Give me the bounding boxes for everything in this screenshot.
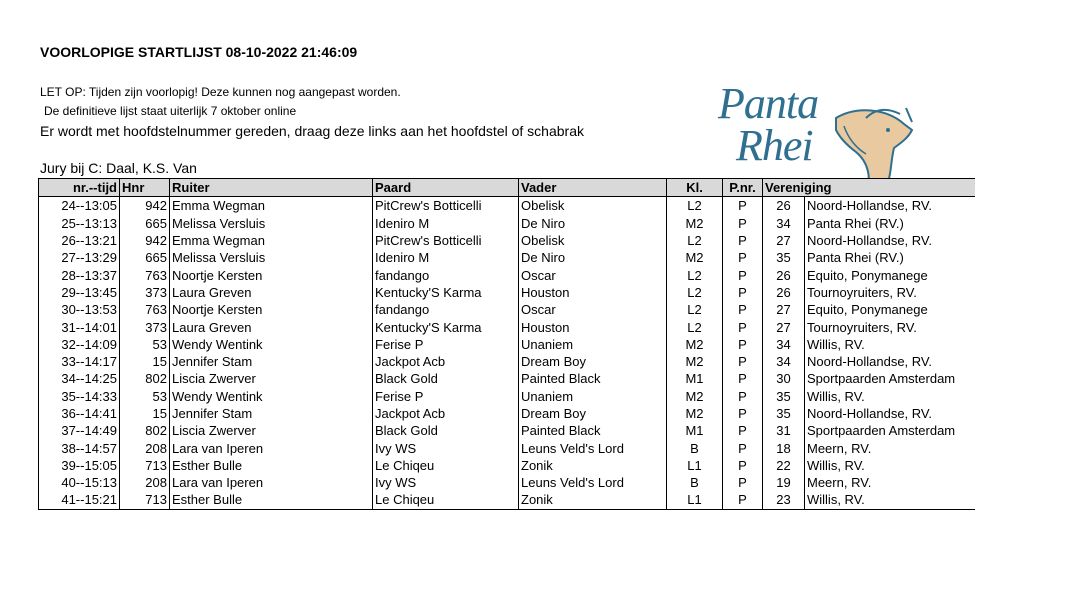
cell-vader: Houston	[519, 284, 667, 301]
cell-paard: Kentucky'S Karma	[373, 284, 519, 301]
cell-ruiter: Wendy Wentink	[170, 388, 373, 405]
cell-pnr-letter: P	[723, 370, 763, 387]
cell-nr-tijd: 28--13:37	[39, 266, 120, 283]
page-title: VOORLOPIGE STARTLIJST 08-10-2022 21:46:09	[40, 44, 358, 60]
cell-klasse: M1	[667, 370, 723, 387]
table-row	[39, 491, 975, 509]
cell-hnr: 665	[120, 249, 170, 266]
cell-hnr: 713	[120, 457, 170, 474]
cell-pnr: 34	[763, 215, 805, 232]
cell-vader: Unaniem	[519, 336, 667, 353]
cell-nr-tijd: 38--14:57	[39, 439, 120, 456]
cell-nr-tijd: 33--14:17	[39, 353, 120, 370]
cell-ruiter: Noortje Kersten	[170, 301, 373, 318]
cell-paard: Ferise P	[373, 388, 519, 405]
cell-vereniging: Equito, Ponymanege	[805, 266, 975, 283]
cell-vereniging: Tournoyruiters, RV.	[805, 318, 975, 335]
col-header-paard: Paard	[373, 179, 519, 197]
cell-pnr-letter: P	[723, 422, 763, 439]
table-row	[39, 474, 975, 491]
cell-ruiter: Laura Greven	[170, 318, 373, 335]
table-row	[39, 215, 975, 232]
cell-pnr: 27	[763, 301, 805, 318]
cell-nr-tijd: 36--14:41	[39, 405, 120, 422]
cell-klasse: M2	[667, 336, 723, 353]
cell-vader: Oscar	[519, 301, 667, 318]
cell-hnr: 208	[120, 474, 170, 491]
cell-paard: PitCrew's Botticelli	[373, 197, 519, 215]
cell-pnr-letter: P	[723, 318, 763, 335]
col-header-nr-tijd: nr.--tijd	[39, 179, 120, 197]
cell-ruiter: Esther Bulle	[170, 491, 373, 509]
cell-pnr: 26	[763, 266, 805, 283]
cell-pnr: 31	[763, 422, 805, 439]
cell-klasse: M2	[667, 388, 723, 405]
cell-klasse: B	[667, 474, 723, 491]
col-header-hnr: Hnr	[120, 179, 170, 197]
cell-paard: Ideniro M	[373, 215, 519, 232]
cell-vereniging: Sportpaarden Amsterdam	[805, 422, 975, 439]
table-row	[39, 249, 975, 266]
cell-paard: fandango	[373, 301, 519, 318]
cell-vader: Unaniem	[519, 388, 667, 405]
cell-vader: Zonik	[519, 457, 667, 474]
cell-nr-tijd: 35--14:33	[39, 388, 120, 405]
cell-pnr: 35	[763, 405, 805, 422]
cell-hnr: 15	[120, 353, 170, 370]
cell-paard: Ideniro M	[373, 249, 519, 266]
cell-klasse: M2	[667, 215, 723, 232]
cell-vader: De Niro	[519, 215, 667, 232]
col-header-klasse: Kl.	[667, 179, 723, 197]
cell-pnr-letter: P	[723, 353, 763, 370]
cell-klasse: M2	[667, 249, 723, 266]
cell-vader: Zonik	[519, 491, 667, 509]
col-header-vader: Vader	[519, 179, 667, 197]
cell-nr-tijd: 40--15:13	[39, 474, 120, 491]
cell-paard: Le Chiqeu	[373, 457, 519, 474]
cell-vader: Houston	[519, 318, 667, 335]
cell-hnr: 373	[120, 318, 170, 335]
cell-vader: Oscar	[519, 266, 667, 283]
cell-pnr: 26	[763, 197, 805, 215]
cell-ruiter: Jennifer Stam	[170, 353, 373, 370]
cell-ruiter: Wendy Wentink	[170, 336, 373, 353]
cell-pnr-letter: P	[723, 457, 763, 474]
col-header-pnr: P.nr.	[723, 179, 763, 197]
cell-klasse: L1	[667, 457, 723, 474]
cell-paard: Le Chiqeu	[373, 491, 519, 509]
cell-hnr: 763	[120, 301, 170, 318]
table-row	[39, 318, 975, 335]
cell-vader: Painted Black	[519, 422, 667, 439]
cell-pnr: 30	[763, 370, 805, 387]
cell-ruiter: Emma Wegman	[170, 232, 373, 249]
cell-vader: Dream Boy	[519, 353, 667, 370]
cell-pnr-letter: P	[723, 474, 763, 491]
cell-vereniging: Willis, RV.	[805, 457, 975, 474]
cell-vereniging: Panta Rhei (RV.)	[805, 215, 975, 232]
table-row	[39, 388, 975, 405]
cell-nr-tijd: 39--15:05	[39, 457, 120, 474]
cell-paard: Black Gold	[373, 370, 519, 387]
cell-klasse: L1	[667, 491, 723, 509]
table-row	[39, 197, 975, 215]
cell-nr-tijd: 27--13:29	[39, 249, 120, 266]
cell-hnr: 713	[120, 491, 170, 509]
cell-vereniging: Meern, RV.	[805, 439, 975, 456]
cell-paard: PitCrew's Botticelli	[373, 232, 519, 249]
col-header-ruiter: Ruiter	[170, 179, 373, 197]
table-header-row	[39, 179, 975, 197]
cell-vader: De Niro	[519, 249, 667, 266]
cell-vereniging: Willis, RV.	[805, 336, 975, 353]
cell-pnr-letter: P	[723, 284, 763, 301]
cell-klasse: L2	[667, 232, 723, 249]
startlist-table	[38, 178, 975, 510]
cell-paard: Black Gold	[373, 422, 519, 439]
cell-pnr-letter: P	[723, 301, 763, 318]
cell-paard: Jackpot Acb	[373, 353, 519, 370]
cell-hnr: 802	[120, 422, 170, 439]
cell-klasse: L2	[667, 284, 723, 301]
cell-pnr: 22	[763, 457, 805, 474]
cell-paard: Ivy WS	[373, 439, 519, 456]
cell-nr-tijd: 41--15:21	[39, 491, 120, 509]
table-row	[39, 353, 975, 370]
cell-nr-tijd: 24--13:05	[39, 197, 120, 215]
cell-vader: Painted Black	[519, 370, 667, 387]
cell-pnr: 34	[763, 353, 805, 370]
cell-pnr: 34	[763, 336, 805, 353]
cell-vereniging: Meern, RV.	[805, 474, 975, 491]
cell-pnr-letter: P	[723, 388, 763, 405]
cell-paard: Ivy WS	[373, 474, 519, 491]
table-row	[39, 457, 975, 474]
cell-nr-tijd: 31--14:01	[39, 318, 120, 335]
cell-nr-tijd: 26--13:21	[39, 232, 120, 249]
cell-hnr: 53	[120, 336, 170, 353]
cell-pnr: 35	[763, 388, 805, 405]
cell-paard: Kentucky'S Karma	[373, 318, 519, 335]
cell-pnr-letter: P	[723, 197, 763, 215]
cell-vereniging: Tournoyruiters, RV.	[805, 284, 975, 301]
cell-pnr-letter: P	[723, 232, 763, 249]
cell-pnr: 23	[763, 491, 805, 509]
cell-pnr-letter: P	[723, 405, 763, 422]
table-row	[39, 301, 975, 318]
cell-vereniging: Willis, RV.	[805, 388, 975, 405]
jury-text: Jury bij C: Daal, K.S. Van	[40, 160, 197, 176]
cell-pnr: 27	[763, 232, 805, 249]
logo-word-rhei: Rhei	[736, 121, 813, 170]
cell-pnr: 26	[763, 284, 805, 301]
cell-hnr: 665	[120, 215, 170, 232]
cell-klasse: L2	[667, 318, 723, 335]
cell-klasse: L2	[667, 301, 723, 318]
cell-vereniging: Willis, RV.	[805, 491, 975, 509]
cell-hnr: 802	[120, 370, 170, 387]
cell-nr-tijd: 29--13:45	[39, 284, 120, 301]
table-row	[39, 232, 975, 249]
cell-paard: Ferise P	[373, 336, 519, 353]
cell-vereniging: Equito, Ponymanege	[805, 301, 975, 318]
table-row	[39, 439, 975, 456]
table-row	[39, 370, 975, 387]
cell-nr-tijd: 37--14:49	[39, 422, 120, 439]
cell-klasse: M2	[667, 405, 723, 422]
cell-nr-tijd: 34--14:25	[39, 370, 120, 387]
cell-nr-tijd: 30--13:53	[39, 301, 120, 318]
cell-ruiter: Emma Wegman	[170, 197, 373, 215]
cell-klasse: B	[667, 439, 723, 456]
cell-klasse: L2	[667, 197, 723, 215]
cell-paard: fandango	[373, 266, 519, 283]
deadline-text: De definitieve lijst staat uiterlijk 7 oktober online	[44, 104, 297, 118]
cell-hnr: 208	[120, 439, 170, 456]
cell-vereniging: Noord-Hollandse, RV.	[805, 197, 975, 215]
table-row	[39, 422, 975, 439]
cell-vader: Leuns Veld's Lord	[519, 439, 667, 456]
cell-ruiter: Jennifer Stam	[170, 405, 373, 422]
cell-pnr-letter: P	[723, 491, 763, 509]
cell-hnr: 763	[120, 266, 170, 283]
cell-paard: Jackpot Acb	[373, 405, 519, 422]
cell-pnr-letter: P	[723, 215, 763, 232]
cell-hnr: 373	[120, 284, 170, 301]
cell-ruiter: Esther Bulle	[170, 457, 373, 474]
cell-hnr: 942	[120, 232, 170, 249]
cell-hnr: 53	[120, 388, 170, 405]
cell-pnr: 35	[763, 249, 805, 266]
cell-ruiter: Melissa Versluis	[170, 215, 373, 232]
notice-text: LET OP: Tijden zijn voorlopig! Deze kunnen nog aangepast worden.	[40, 85, 401, 99]
cell-vereniging: Noord-Hollandse, RV.	[805, 405, 975, 422]
table-row	[39, 266, 975, 283]
table-row	[39, 405, 975, 422]
cell-ruiter: Noortje Kersten	[170, 266, 373, 283]
cell-ruiter: Liscia Zwerver	[170, 370, 373, 387]
cell-vereniging: Panta Rhei (RV.)	[805, 249, 975, 266]
cell-pnr-letter: P	[723, 336, 763, 353]
cell-hnr: 15	[120, 405, 170, 422]
cell-klasse: M2	[667, 353, 723, 370]
table-row	[39, 284, 975, 301]
cell-pnr: 18	[763, 439, 805, 456]
table-row	[39, 336, 975, 353]
cell-klasse: M1	[667, 422, 723, 439]
cell-vereniging: Sportpaarden Amsterdam	[805, 370, 975, 387]
cell-vereniging: Noord-Hollandse, RV.	[805, 353, 975, 370]
cell-nr-tijd: 25--13:13	[39, 215, 120, 232]
logo-word-panta: Panta	[718, 79, 819, 128]
cell-ruiter: Melissa Versluis	[170, 249, 373, 266]
cell-pnr-letter: P	[723, 439, 763, 456]
cell-nr-tijd: 32--14:09	[39, 336, 120, 353]
cell-ruiter: Lara van Iperen	[170, 439, 373, 456]
cell-pnr-letter: P	[723, 266, 763, 283]
cell-pnr: 27	[763, 318, 805, 335]
cell-pnr-letter: P	[723, 249, 763, 266]
cell-vader: Leuns Veld's Lord	[519, 474, 667, 491]
cell-vader: Obelisk	[519, 197, 667, 215]
cell-hnr: 942	[120, 197, 170, 215]
cell-vader: Obelisk	[519, 232, 667, 249]
instruction-text: Er wordt met hoofdstelnummer gereden, draag deze links aan het hoofdstel of schabrak	[40, 123, 584, 139]
cell-pnr: 19	[763, 474, 805, 491]
cell-ruiter: Laura Greven	[170, 284, 373, 301]
col-header-vereniging: Vereniging	[763, 179, 975, 197]
cell-vereniging: Noord-Hollandse, RV.	[805, 232, 975, 249]
cell-ruiter: Lara van Iperen	[170, 474, 373, 491]
cell-vader: Dream Boy	[519, 405, 667, 422]
cell-ruiter: Liscia Zwerver	[170, 422, 373, 439]
cell-klasse: L2	[667, 266, 723, 283]
